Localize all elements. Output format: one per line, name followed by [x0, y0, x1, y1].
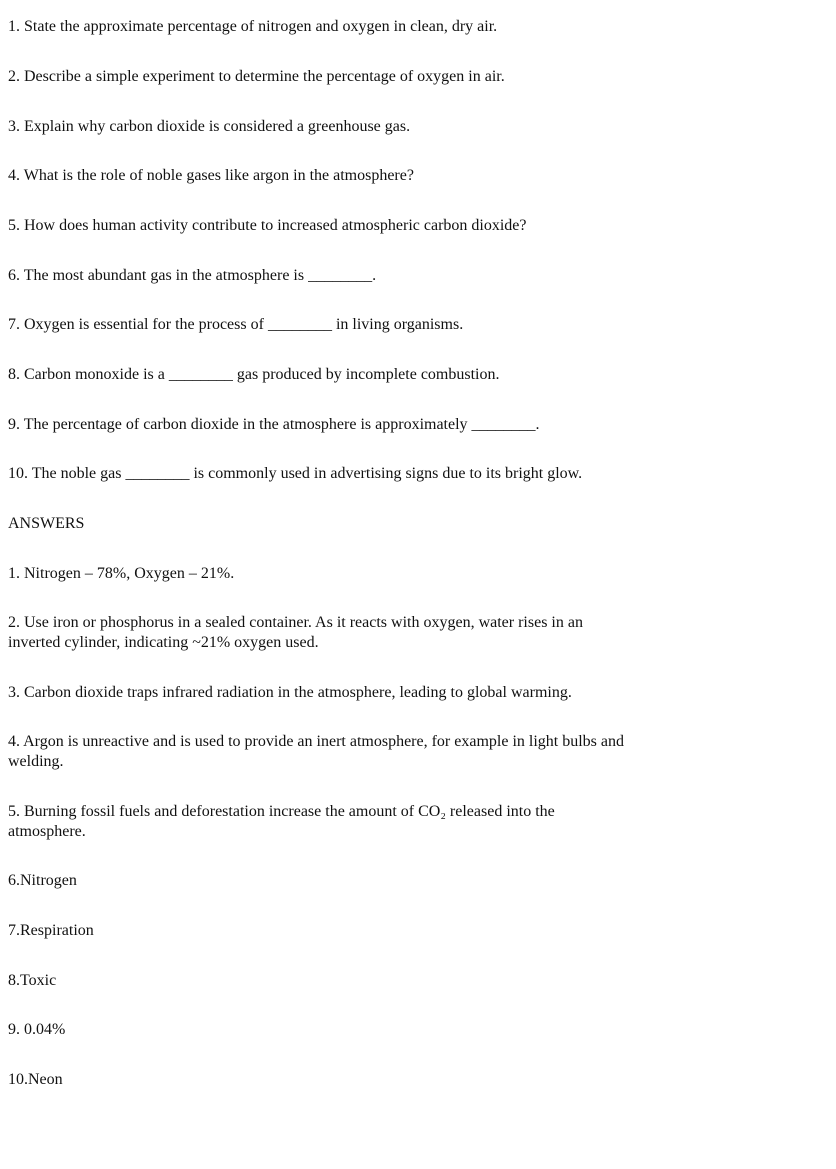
answers-heading: ANSWERS: [8, 515, 85, 532]
question-8: 8. Carbon monoxide is a ________ gas produced by incomplete combustion.: [8, 366, 500, 383]
question-2: 2. Describe a simple experiment to determine the percentage of oxygen in air.: [8, 68, 505, 85]
question-10: 10. The noble gas ________ is commonly used in advertising signs due to its bright glow.: [8, 465, 583, 482]
question-9: 9. The percentage of carbon dioxide in the atmosphere is approximately ________.: [8, 416, 540, 433]
question-3: 3. Explain why carbon dioxide is considered a greenhouse gas.: [8, 118, 411, 135]
question-4: 4. What is the role of noble gases like argon in the atmosphere?: [8, 167, 414, 184]
question-1: 1. State the approximate percentage of nitrogen and oxygen in clean, dry air.: [8, 18, 498, 35]
answer-5-line-2: atmosphere.: [8, 823, 86, 840]
question-6: 6. The most abundant gas in the atmosphere is ________.: [8, 267, 377, 284]
answer-1: 1. Nitrogen – 78%, Oxygen – 21%.: [8, 565, 235, 582]
answer-6: 6.Nitrogen: [8, 872, 77, 889]
answer-4-line-1: 4. Argon is unreactive and is used to provide an inert atmosphere, for example in light bulbs and: [8, 733, 625, 750]
answer-2-line-2: inverted cylinder, indicating ~21% oxygen used.: [8, 634, 319, 651]
question-7: 7. Oxygen is essential for the process of ________ in living organisms.: [8, 316, 464, 333]
answer-7: 7.Respiration: [8, 922, 94, 939]
answer-8: 8.Toxic: [8, 972, 57, 989]
question-5: 5. How does human activity contribute to increased atmospheric carbon dioxide?: [8, 217, 527, 234]
answer-2-line-1: 2. Use iron or phosphorus in a sealed container. As it reacts with oxygen, water rises in an: [8, 614, 583, 631]
answer-9: 9. 0.04%: [8, 1021, 66, 1038]
answer-4-line-2: welding.: [8, 753, 64, 770]
answer-3: 3. Carbon dioxide traps infrared radiation in the atmosphere, leading to global warming.: [8, 684, 572, 701]
answer-5-line-1: 5. Burning fossil fuels and deforestation increase the amount of CO₂ released into the: [8, 803, 555, 820]
answer-10: 10.Neon: [8, 1071, 63, 1088]
